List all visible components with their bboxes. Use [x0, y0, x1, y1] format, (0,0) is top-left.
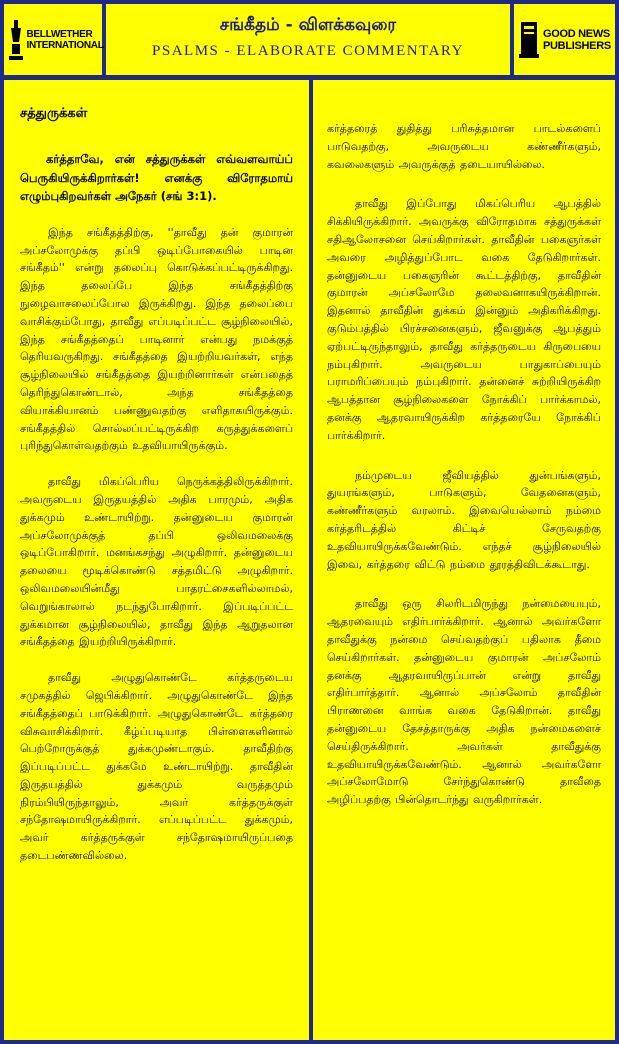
- paragraph: தாவீது இப்போது மிகப்பெரிய ஆபத்தில் சிக்கியிருக்கிறார். அவருக்கு விரோதமாக சத்துருக்கள் சதிஆலோசனை செய்கிறார்கள். தாவீதின் பகைஞர்கள் அவரை அழித்துப்போட வகை தேடுகிறார்கள். தன்னுடைய பகைஞரின் கூட்டத்திற்கு, தாவீதின் குமாரன் அப்சலோமே தலைவனாகயிருக்கிறான். இதனால் தாவீதின் துக்கம் இன்னும் அதிகரிக்கிறது. குடும்பத்தில் பிரச்சனைகளும், ஜீவனுக்கு ஆபத்தும் ஏற்பட்டிருந்தாலும், தாவீது கர்த்தருடைய கிருபையை நம்புகிறார். அவருடைய பாதுகாப்பையும் பராமரிப்பையும் நம்புகிறார். தன்னைச் சுற்றியிருக்கிற ஆபத்தான சூழ்நிலைகளை நோக்கிப் பார்க்காமல், தனக்கு ஆதரவாயிருக்கிற கர்த்தரையே நோக்கிப் பார்க்கிறார்.: [327, 197, 601, 442]
- section-title: சத்துருக்கள்: [20, 106, 88, 121]
- paragraph: நம்முடைய ஜீவியத்தில் துன்பங்களும், துயரங்களும், பாடுகளும், வேதனைகளும், கண்ணீர்களும் வரலாம். இவையெல்லாம் நம்மை கர்த்தரிடத்தில் கிட்டிச் சேருவதற்கு உதவியாயிருக்கவேண்டும். எந்தச் சூழ்நிலையில் இவை, கர்த்தரை விட்டு நம்மை தூரத்திவிடக்கூடாது.: [327, 468, 601, 571]
- title-english: PSALMS - ELABORATE COMMENTARY: [152, 43, 464, 59]
- paragraph: தாவீது அழுதுகொண்டே கர்த்தருடைய சமுகத்தில் ஜெபிக்கிறார். அழுதுகொண்டே இந்த சங்கீதத்தைப் பாடுக்கிறார். அழுதுகொண்டே கர்த்தரை விசுவாசிக்கிறார். கீழ்ப்படியாத பிள்ளைகளினால் பெற்றோருக்குத் துக்கமுண்டாகும். தாவீதிற்கு இப்படிப்பட்ட துக்கமே உண்டாயிற்று. தாவீதின் இருதயத்தில் துக்கமும் வருத்தமும் நிரம்பியிருந்தாலும், அவர் கர்த்தருக்குள் சந்தோஷமாயிருக்கிறார். எப்படிப்பட்ட துக்கமும், அவர் கர்த்தருக்குள் சந்தோஷமாயிருப்பதை தடைபண்ணவில்லை.: [20, 671, 293, 863]
- title-tamil: சங்கீதம் - விளக்கவுரை: [219, 15, 397, 35]
- page-header: [106, 4, 510, 75]
- verse-quote: கர்த்தாவே, என் சத்துருக்கள் எவ்வளவாய்ப் பெருகியிருக்கிறார்கள்! எனக்கு விரோதமாய் எழும்புகிறவர்கள் அநேகர் (சங் 3:1).: [20, 152, 293, 204]
- paragraph: இந்த சங்கீதத்திற்கு, ''தாவீது தன் குமாரன் அப்சலோமுக்கு தப்பி ஒடிப்போகையில் பாடின சங்கீதம்'' என்று தலைப்பு கொடுக்கப்பட்டிருக்கிறது. இந்த தலைப்பே இந்த சங்கீதத்திற்கு நுழைவாசலைப்போல இருக்கிறது. இந்த தலைப்பை வாசிக்கும்போது, தாவீது எப்படிப்பட்ட சூழ்நிலையில், இந்த சங்கீதத்தைப் பாடினார் என்பது நமக்குத் தெரியவருகிறது. சங்கீதத்தை இயற்றியவர்கள், எந்த சூழ்நிலையில் சங்கீதத்தை இயற்றினார்கள் என்பதைத் தெரிந்துகொண்டால், அந்த சங்கீதத்தை வியாக்கியானம் பண்ணுவதற்கு எளிதாகயிருக்கும். சங்கீதத்தில் சொல்லப்பட்டிருக்கிற கருத்துக்களைப் புரிந்துகொள்வதற்கும் உதவியாயிருக்கும்.: [20, 225, 293, 453]
- book-icon: [518, 20, 540, 60]
- paragraph: கர்த்தரைத் துதித்து பரிசுத்தமான பாடல்களைப் பாடுவதற்கு, அவருடைய கண்ணீர்களும், கவலைகளும் அவருக்குத் தடையாயில்லை.: [327, 122, 601, 171]
- good-news-logo-text: GOOD NEWS PUBLISHERS: [543, 27, 611, 52]
- good-news-logo: [514, 4, 615, 75]
- lamp-icon: [8, 18, 24, 62]
- paragraph: தாவீது ஒரு சிலரிடமிருந்து நன்மையையும், ஆதரவையும் எதிர்பார்க்கிறார். ஆனால் அவர்களோ தாவீதுக்கு நன்மை செய்வதற்குப் பதிலாக தீமை செய்கிறார்கள். தன்னுடைய குமாரன் அப்சலோம் தனக்கு ஆதரவாயிருப்பான் என்று தாவீது எதிர்பார்த்தார். ஆனால் அப்சலோம் தாவீதின் பிராணனை வாங்க வகை தேடுகிறான். தாவீது தன்னுடைய தேசத்தாருக்கு அதிக நன்மைகளைச் செய்திருக்கிறார். அவர்கள் தாவீதுக்கு உதவியாயிருக்கவேண்டும். ஆனால் அவர்களோ அப்சலோமோடு சேர்ந்துகொண்டு தாவீதை அழிப்பதற்கு பின்தொடர்ந்து வருகிறார்கள்.: [327, 597, 601, 807]
- left-column: [4, 80, 309, 1040]
- paragraph: தாவீது மிகப்பெரிய நெருக்கத்திலிருக்கிறார். அவருடைய இருதயத்தில் அதிக பாரமும், அதிக துக்கமும் உண்டாயிற்று. தன்னுடைய குமாரன் அப்சலோமுக்குத் தப்பி ஒலிவமலைக்கு ஒடிப்போகிறார். மனங்கசந்து அழுகிறார். தன்னுடைய தலையை மூடிக்கொண்டு சத்தமிட்டு அழுகிறார். ஒலிவமலையின்மீது பாதரட்சைகளில்லாமல், வெறுங்காலால் நடந்துபோகிறார். இப்படிப்பட்ட துக்கமான சூழ்நிலையில், தாவீது இந்த ஆறுதலான சங்கீதத்தை இயற்றியிருக்கிறார்.: [20, 475, 293, 649]
- bellwether-logo-text: BELLWETHER INTERNATIONAL: [26, 28, 104, 51]
- right-column: [313, 80, 615, 1040]
- bellwether-logo: [4, 4, 102, 75]
